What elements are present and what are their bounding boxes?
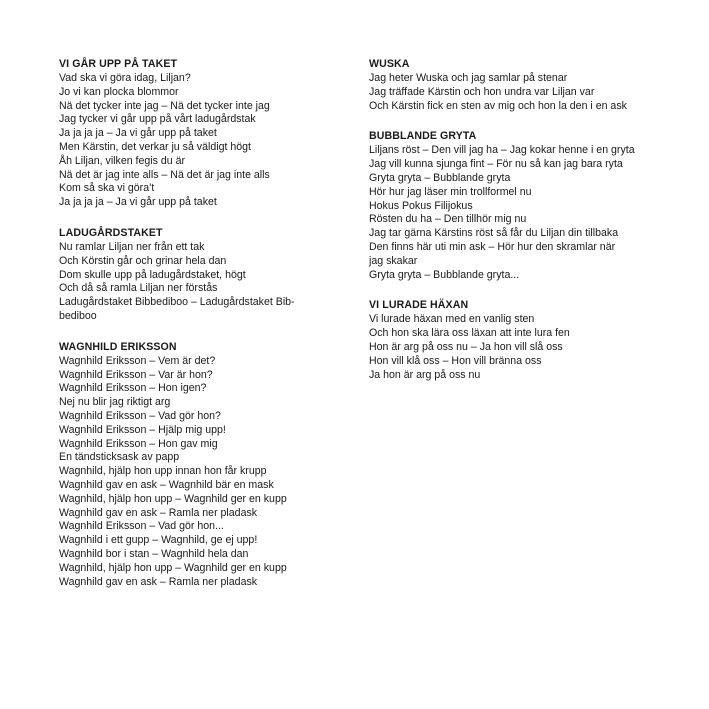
lyric-line: Wagnhild Eriksson – Hon gav mig	[59, 437, 218, 450]
song-lyrics	[59, 72, 321, 210]
lyric-line: Åh Liljan, vilken fegis du är	[59, 154, 186, 167]
lyric-line: Wagnhild i ett gupp – Wagnhild, ge ej upp!	[59, 534, 258, 547]
lyric-line: Jag vill kunna sjunga fint – För nu så kan jag bara ryta	[369, 158, 623, 171]
lyric-line: Wagnhild Eriksson – Hon igen?	[59, 382, 207, 395]
lyric-line: Wagnhild gav en ask – Wagnhild bär en mask	[59, 478, 274, 491]
lyric-line: Den finns här uti min ask – Hör hur den skramlar när	[369, 240, 616, 253]
lyric-line: Wagnhild Eriksson – Vad gör hon...	[59, 520, 224, 533]
lyric-line: Ladugårdstaket Bibbediboo – Ladugårdstaket Bib-	[59, 296, 295, 309]
lyric-line: Jo vi kan plocka blommor	[59, 85, 179, 98]
lyric-line: Och Kärstin fick en sten av mig och hon la den i en ask	[369, 99, 627, 112]
lyric-line: Jag tar gärna Kärstins röst så får du Liljan din tillbaka	[369, 227, 619, 240]
lyric-line: Jag träffade Kärstin och hon undra var Liljan var	[369, 85, 595, 98]
song-vi-lurade-haxan	[369, 298, 659, 382]
song-title: VI LURADE HÄXAN	[369, 299, 469, 312]
lyric-line: Wagnhild gav en ask – Ramla ner pladask	[59, 575, 258, 588]
lyric-line: Hon vill klå oss – Hon vill bränna oss	[369, 354, 542, 367]
lyric-line: Kom så ska vi göra’t	[59, 182, 155, 195]
song-lyrics	[369, 72, 659, 113]
song-title: WAGNHILD ERIKSSON	[59, 340, 177, 353]
lyric-line: Vi lurade häxan med en vanlig sten	[369, 313, 535, 326]
lyric-line: Nej nu blir jag riktigt arg	[59, 396, 171, 409]
song-title: WUSKA	[369, 58, 410, 70]
lyric-line: Wagnhild Eriksson – Var är hon?	[59, 368, 213, 381]
song-title: LADUGÅRDSTAKET	[59, 226, 163, 239]
song-wuska	[369, 57, 659, 113]
lyric-line: jag skakar	[369, 254, 418, 267]
lyric-line: Ja ja ja ja – Ja vi går upp på taket	[59, 127, 217, 140]
lyric-line: Hokus Pokus Filijokus	[369, 199, 473, 212]
lyric-line: Gryta gryta – Bubblande gryta...	[369, 268, 520, 281]
lyric-line: Hör hur jag läser min trollformel nu	[369, 185, 532, 198]
lyric-line: bediboo	[59, 309, 97, 322]
song-lyrics	[369, 313, 659, 382]
lyric-line: Wagnhild, hjälp hon upp – Wagnhild ger en kupp	[59, 561, 287, 574]
right-column	[369, 57, 659, 398]
lyric-line: Jag heter Wuska och jag samlar på stenar	[369, 72, 568, 84]
lyric-line: Och Körstin går och grinar hela dan	[59, 254, 227, 267]
lyric-line: Wagnhild Eriksson – Vad gör hon?	[59, 409, 221, 422]
lyric-line: Vad ska vi göra idag, Liljan?	[59, 72, 191, 84]
lyric-line: Rösten du ha – Den tillhör mig nu	[369, 213, 527, 226]
lyric-line: Nä det är jag inte alls – Nä det är jag inte alls	[59, 168, 270, 181]
lyric-line: Wagnhild gav en ask – Ramla ner pladask	[59, 506, 258, 519]
lyric-line: Gryta gryta – Bubblande gryta	[369, 171, 511, 184]
lyric-line: Jag tycker vi går upp på vårt ladugårdstak	[59, 113, 256, 126]
lyric-line: Nu ramlar Liljan ner från ett tak	[59, 240, 205, 253]
song-vi-gar-upp-pa-taket	[59, 57, 321, 210]
song-wagnhild-eriksson	[59, 340, 321, 590]
song-lyrics	[369, 144, 659, 282]
lyric-line: Wagnhild bor i stan – Wagnhild hela dan	[59, 547, 249, 560]
lyric-line: Wagnhild Eriksson – Vem är det?	[59, 354, 216, 367]
lyric-line: Wagnhild Eriksson – Hjälp mig upp!	[59, 423, 226, 436]
song-title: BUBBLANDE GRYTA	[369, 130, 477, 143]
lyric-line: En tändsticksask av papp	[59, 451, 180, 464]
song-title: VI GÅR UPP PÅ TAKET	[59, 58, 178, 70]
left-column	[59, 57, 321, 605]
lyric-line: Wagnhild, hjälp hon upp – Wagnhild ger en kupp	[59, 492, 287, 505]
lyric-line: Nä det tycker inte jag – Nä det tycker inte jag	[59, 99, 270, 112]
lyric-line: Och då så ramla Liljan ner förstås	[59, 282, 218, 295]
lyric-line: Dom skulle upp på ladugårdstaket, högt	[59, 268, 246, 281]
song-lyrics	[59, 355, 321, 590]
song-bubblande-gryta	[369, 129, 659, 282]
lyric-line: Wagnhild, hjälp hon upp innan hon får krupp	[59, 465, 267, 478]
song-lyrics	[59, 241, 321, 324]
song-ladugardstaket	[59, 226, 321, 324]
lyric-line: Ja ja ja ja – Ja vi går upp på taket	[59, 196, 217, 209]
lyric-line: Liljans röst – Den vill jag ha – Jag kokar henne i en gryta	[369, 144, 635, 157]
lyric-line: Och hon ska lära oss läxan att inte lura fen	[369, 327, 570, 340]
lyric-line: Men Kärstin, det verkar ju så väldigt högt	[59, 140, 251, 153]
lyric-line: Hon är arg på oss nu – Ja hon vill slå oss	[369, 340, 563, 353]
lyric-line: Ja hon är arg på oss nu	[369, 368, 481, 381]
